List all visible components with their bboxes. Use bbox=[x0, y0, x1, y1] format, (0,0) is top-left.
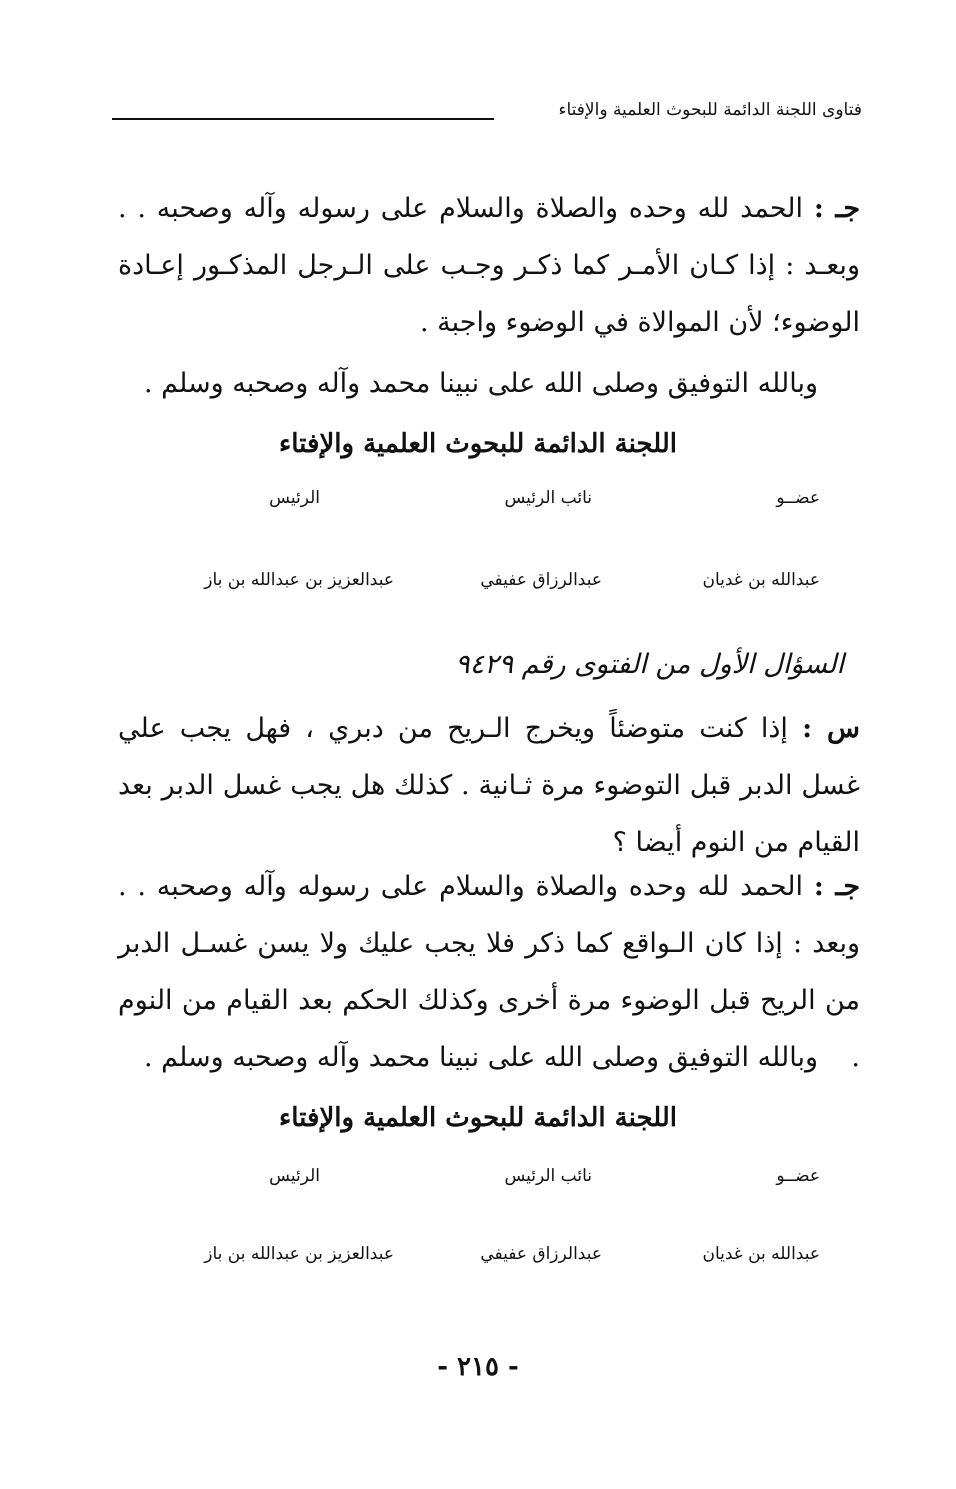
chairman-name: عبدالعزيز بن عبدالله بن باز bbox=[204, 1244, 394, 1264]
fatwa-question-title: السؤال الأول من الفتوى رقم ٩٤٢٩ bbox=[455, 649, 844, 680]
signature-titles-2 bbox=[150, 1166, 850, 1196]
deputy-chairman-name: عبدالرزاق عفيفي bbox=[480, 1244, 602, 1264]
member-name: عبدالله بن غديان bbox=[702, 1244, 820, 1264]
question-paragraph bbox=[118, 700, 860, 871]
deputy-chairman-name: عبدالرزاق عفيفي bbox=[480, 570, 602, 590]
signature-names-1 bbox=[150, 570, 850, 600]
signature-names-2 bbox=[150, 1244, 850, 1274]
running-header-title: فتاوى اللجنة الدائمة للبحوث العلمية والإفتاء bbox=[558, 100, 862, 120]
title-chairman: الرئيس bbox=[269, 488, 320, 508]
answer-paragraph-1 bbox=[118, 180, 860, 351]
committee-name-1: اللجنة الدائمة للبحوث العلمية والإفتاء bbox=[279, 429, 677, 459]
answer-label-2: جـ : bbox=[813, 871, 861, 902]
signature-titles-1 bbox=[150, 488, 850, 518]
answer-text-2: الحمد لله وحده والصلاة والسلام على رسوله وآله وصحبه . . وبعد : إذا كان الـواقع كما ذكر فلا يجب عليك ولا يسن غسـل الدبر من الريح قبل الوضوء مرة أخرى وكذلك الحكم بعد القيام من النوم . bbox=[118, 871, 860, 1073]
closing-formula-2: وبالله التوفيق وصلى الله على نبينا محمد وآله وصحبه وسلم . bbox=[143, 1042, 818, 1073]
member-name: عبدالله بن غديان bbox=[702, 570, 820, 590]
answer-label-1: جـ : bbox=[813, 193, 861, 224]
answer-text-1: الحمد لله وحده والصلاة والسلام على رسوله وآله وصحبه . . وبعـد : إذا كـان الأمـر كما ذكـر وجـب على الـرجل المذكـور إعـادة الوضوء؛ لأن الموالاة في الوضوء واجبة . bbox=[118, 193, 860, 338]
question-text: إذا كنت متوضئاً ويخرج الـريح من دبري ، فهل يجب علي غسل الدبر قبل التوضوء مرة ثـانية . كذلك هل يجب غسل الدبر بعد القيام من النوم أيضا ؟ bbox=[118, 713, 860, 858]
page-number: - ٢١٥ - bbox=[437, 1352, 519, 1382]
title-member: عضــو bbox=[776, 1166, 820, 1186]
title-chairman: الرئيس bbox=[269, 1166, 320, 1186]
title-member: عضــو bbox=[776, 488, 820, 508]
running-header bbox=[112, 98, 862, 132]
closing-formula-1: وبالله التوفيق وصلى الله على نبينا محمد وآله وصحبه وسلم . bbox=[143, 368, 818, 399]
question-label: س : bbox=[802, 713, 860, 744]
header-rule bbox=[112, 118, 494, 120]
title-deputy-chairman: نائب الرئيس bbox=[504, 488, 592, 508]
title-deputy-chairman: نائب الرئيس bbox=[504, 1166, 592, 1186]
chairman-name: عبدالعزيز بن عبدالله بن باز bbox=[204, 570, 394, 590]
committee-name-2: اللجنة الدائمة للبحوث العلمية والإفتاء bbox=[279, 1103, 677, 1133]
